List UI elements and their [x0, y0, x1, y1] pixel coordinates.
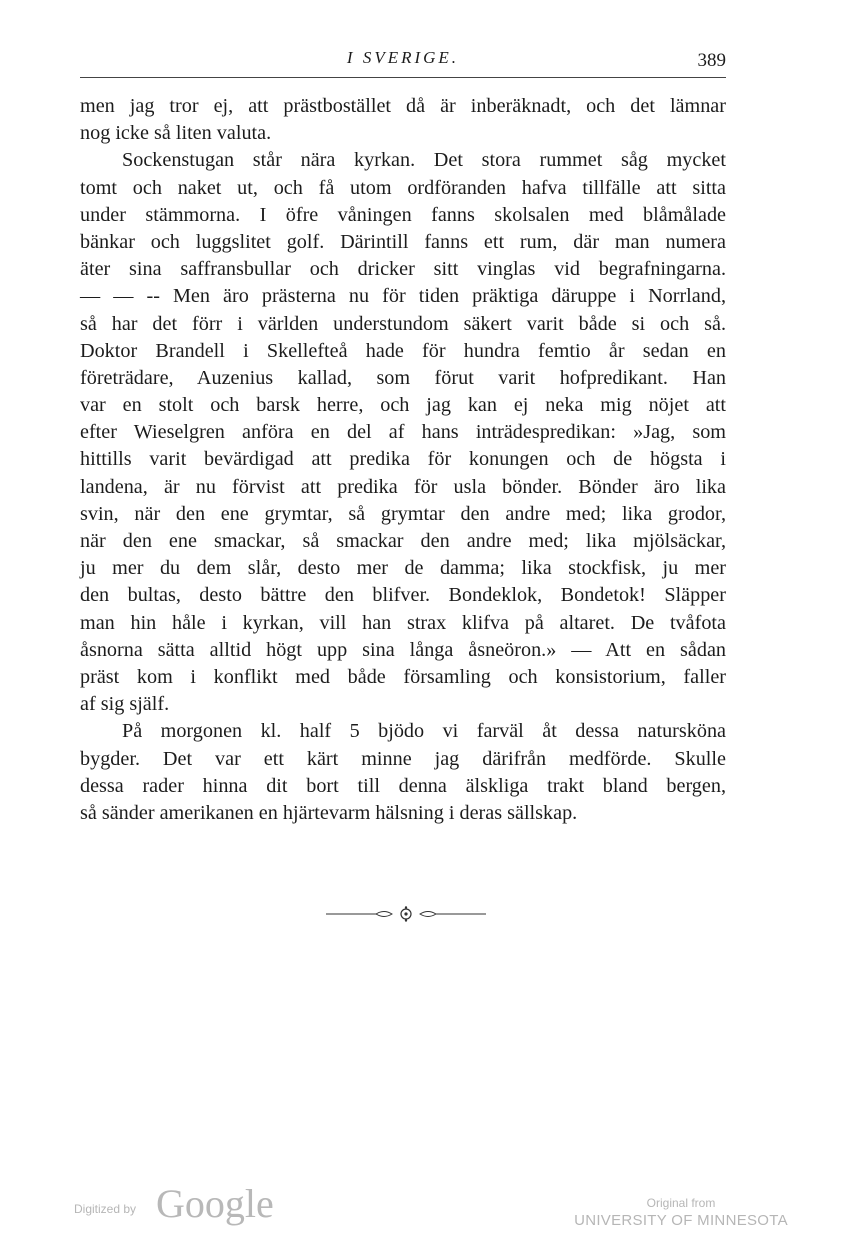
text-line: — — -- Men äro prästerna nu för tiden präktiga däruppe i Norrland,: [80, 285, 726, 308]
original-from-label: Original from: [646, 1196, 716, 1210]
text-line: dessa rader hinna dit bort till denna älskliga trakt bland bergen,: [80, 774, 726, 797]
text-line: På morgonen kl. half 5 bjödo vi farväl åt dessa natursköna: [122, 720, 726, 743]
text-line: man hin håle i kyrkan, vill han strax klifva på altaret. De tvåfota: [80, 611, 726, 634]
institution-name: UNIVERSITY OF MINNESOTA: [574, 1212, 788, 1229]
text-line: men jag tror ej, att prästbostället då är inberäknadt, och det lämnar: [80, 95, 726, 117]
decorative-rule-ornament-icon: [326, 904, 486, 924]
text-line: Sockenstugan står nära kyrkan. Det stora rummet såg mycket: [122, 149, 726, 172]
text-line: var en stolt och barsk herre, och jag kan ej neka mig nöjet att: [80, 394, 726, 417]
page-number: 389: [697, 50, 726, 71]
text-line: äter sina saffransbullar och dricker sitt vinglas vid begrafningarna.: [80, 258, 726, 281]
google-logo: Google: [156, 1181, 274, 1226]
text-line: så har det förr i världen understundom säkert varit både si och så.: [80, 312, 726, 335]
header-rule: [80, 77, 726, 78]
text-line: så sänder amerikanen en hjärtevarm hälsning i deras sällskap.: [80, 801, 578, 824]
text-line: företrädare, Auzenius kallad, som förut varit hofpredikant. Han: [80, 366, 726, 389]
body-text: [80, 93, 726, 827]
text-line: hittills varit bevärdigad att predika för konungen och de högsta i: [80, 448, 726, 471]
digitized-label: Digitized by: [74, 1202, 137, 1216]
text-line: nog icke så liten valuta.: [80, 122, 272, 145]
text-line: svin, när den ene grymtar, så grymtar den andre med; lika grodor,: [80, 502, 726, 525]
page-header: [80, 48, 726, 76]
text-line: under stämmorna. I öfre våningen fanns skolsalen med blåmålade: [80, 203, 726, 226]
text-line: när den ene smackar, så smackar den andre med; lika mjölsäckar,: [80, 530, 726, 552]
running-title: I SVERIGE.: [346, 48, 460, 67]
text-line: efter Wieselgren anföra en del af hans inträdespredikan: »Jag, som: [80, 421, 726, 444]
text-line: bygder. Det var ett kärt minne jag därifrån medförde. Skulle: [80, 747, 726, 770]
text-line: präst kom i konflikt med både församling och konsistorium, faller: [80, 665, 726, 688]
original-from-watermark: [570, 1196, 792, 1236]
text-line: bänkar och luggslitet golf. Därintill fanns ett rum, där man numera: [80, 230, 726, 253]
text-line: tomt och naket ut, och få utom ordföranden hafva tillfälle att sitta: [80, 176, 726, 199]
text-line: den bultas, desto bättre den blifver. Bondeklok, Bondetok! Släpper: [80, 584, 726, 607]
text-line: af sig själf.: [80, 693, 170, 716]
text-line: landena, är nu förvist att predika för usla bönder. Bönder äro lika: [80, 475, 726, 498]
text-line: åsnorna sätta alltid högt upp sina långa åsneöron.» — Att en sådan: [80, 638, 726, 661]
text-line: Doktor Brandell i Skellefteå hade för hundra femtio år sedan en: [80, 339, 726, 362]
text-line: ju mer du dem slår, desto mer de damma; lika stockfisk, ju mer: [80, 557, 726, 580]
